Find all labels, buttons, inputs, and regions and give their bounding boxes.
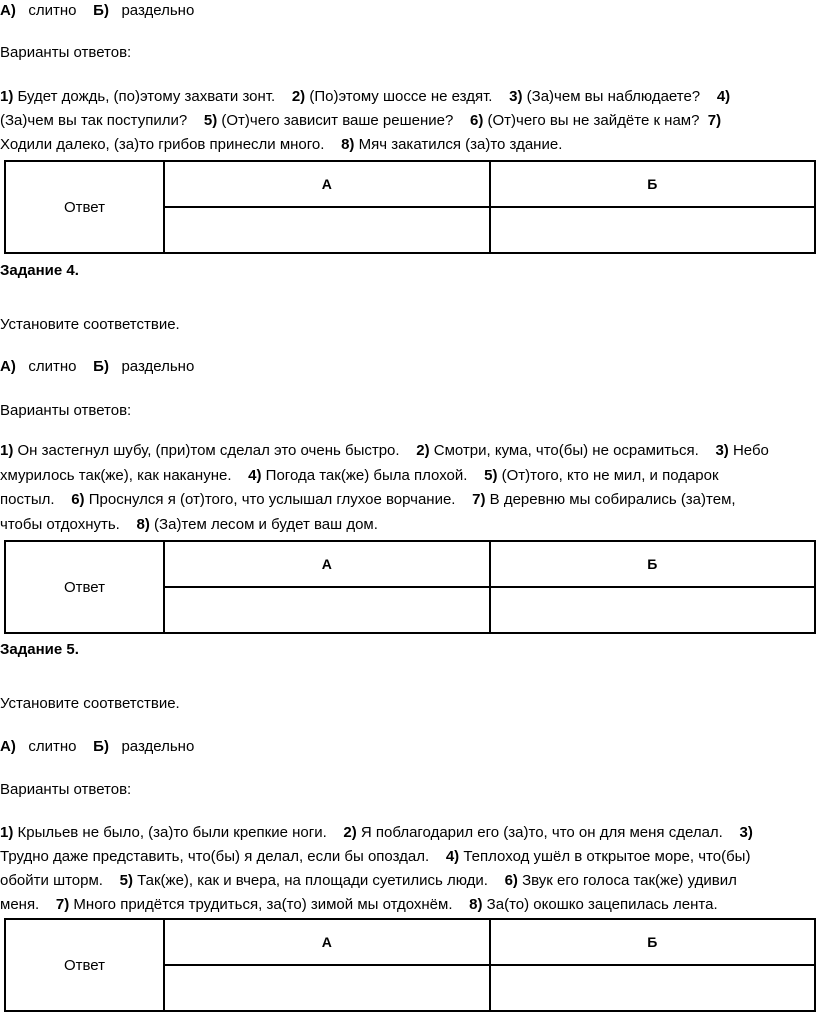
- column-a-header: А: [164, 541, 490, 587]
- variants-line: [0, 136, 562, 154]
- variants-label: Варианты ответов:: [0, 402, 132, 419]
- item-text: (За)чем вы так поступили?: [0, 112, 204, 129]
- variants-line: [0, 848, 750, 866]
- item-text: Ходили далеко, (за)то грибов принесли много.: [0, 136, 342, 153]
- item-text: Он застегнул шубу, (при)том сделал это очень быстро.: [13, 442, 417, 459]
- option-a-text: слитно: [28, 358, 77, 375]
- answer-cell-b[interactable]: [490, 207, 816, 253]
- option-a-key: А): [0, 358, 16, 375]
- item-text: Так(же), как и вчера, на площади суетились люди.: [133, 872, 505, 889]
- item-text: Будет дождь, (по)этому захвати зонт.: [13, 88, 292, 105]
- option-a-key: А): [0, 738, 16, 755]
- column-b-header: Б: [490, 161, 816, 207]
- item-text: За(то) окошко зацепилась лента.: [482, 896, 718, 913]
- item-number: 1): [0, 88, 14, 105]
- item-text: постыл.: [0, 491, 72, 508]
- column-a-header: А: [164, 919, 490, 965]
- item-text: (От)чего вы не зайдёте к нам?: [483, 112, 708, 129]
- option-a-text: слитно: [28, 738, 77, 755]
- variants-line: [0, 516, 378, 534]
- variants-line: [0, 896, 718, 914]
- option-b-text: раздельно: [121, 738, 195, 755]
- item-text: Мяч закатился (за)то здание.: [354, 136, 563, 153]
- item-number: 4): [445, 848, 460, 865]
- item-number: 2): [291, 88, 306, 105]
- item-text: Небо: [728, 442, 769, 459]
- variants-line: [0, 872, 737, 890]
- item-text: хмурилось так(же), как накануне.: [0, 467, 249, 484]
- item-number: 5): [119, 872, 133, 889]
- item-text: (От)того, кто не мил, и подарок: [497, 467, 719, 484]
- variants-label: Варианты ответов:: [0, 44, 132, 61]
- options-line: [0, 738, 194, 756]
- variants-line: [0, 442, 769, 460]
- task-instruction: Установите соответствие.: [0, 695, 180, 712]
- answer-table: [4, 160, 816, 254]
- answer-table: [4, 918, 816, 1012]
- item-number: 8): [341, 136, 355, 153]
- item-text: Теплоход ушёл в открытое море, что(бы): [459, 848, 751, 865]
- task-title: Задание 5.: [0, 641, 79, 658]
- options-line: [0, 358, 194, 376]
- item-text: Погода так(же) была плохой.: [261, 467, 485, 484]
- item-number: 1): [0, 824, 14, 841]
- item-number: 7): [707, 112, 722, 129]
- variants-line: [0, 112, 721, 130]
- item-number: 7): [55, 896, 70, 913]
- item-number: 2): [416, 442, 430, 459]
- variants-line: [0, 88, 730, 106]
- item-text: Крыльев не было, (за)то были крепкие ноги.: [13, 824, 344, 841]
- option-b-key: Б): [93, 358, 109, 375]
- option-b-key: Б): [93, 738, 109, 755]
- item-number: 6): [504, 872, 518, 889]
- task-title: Задание 4.: [0, 262, 79, 279]
- item-text: Я поблагодарил его (за)то, что он для меня сделал.: [356, 824, 740, 841]
- column-b-header: Б: [490, 919, 816, 965]
- item-number: 2): [343, 824, 357, 841]
- option-b-text: раздельно: [121, 358, 195, 375]
- item-text: Проснулся я (от)того, что услышал глухое ворчание.: [84, 491, 473, 508]
- variants-label: Варианты ответов:: [0, 781, 132, 798]
- item-number: 5): [203, 112, 218, 129]
- item-text: чтобы отдохнуть.: [0, 516, 137, 533]
- item-number: 6): [469, 112, 484, 129]
- variants-line: [0, 467, 719, 485]
- item-number: 8): [469, 896, 483, 913]
- answer-table: [4, 540, 816, 634]
- task-instruction: Установите соответствие.: [0, 316, 180, 333]
- answer-label: Ответ: [5, 541, 164, 633]
- item-number: 7): [472, 491, 486, 508]
- variants-line: [0, 491, 736, 509]
- item-number: 3): [509, 88, 523, 105]
- answer-cell-b[interactable]: [490, 965, 816, 1011]
- item-number: 1): [0, 442, 14, 459]
- answer-label: Ответ: [5, 161, 164, 253]
- answer-cell-a[interactable]: [164, 587, 490, 633]
- variants-line: [0, 824, 753, 842]
- item-text: (По)этому шоссе не ездят.: [305, 88, 510, 105]
- column-b-header: Б: [490, 541, 816, 587]
- column-a-header: А: [164, 161, 490, 207]
- item-text: (От)чего зависит ваше решение?: [217, 112, 470, 129]
- answer-label: Ответ: [5, 919, 164, 1011]
- item-number: 4): [716, 88, 731, 105]
- item-number: 8): [136, 516, 150, 533]
- option-b-text: раздельно: [121, 2, 195, 19]
- item-text: Звук его голоса так(же) удивил: [517, 872, 737, 889]
- options-line: [0, 2, 194, 20]
- answer-cell-b[interactable]: [490, 587, 816, 633]
- item-number: 3): [739, 824, 753, 841]
- item-text: меня.: [0, 896, 56, 913]
- answer-cell-a[interactable]: [164, 207, 490, 253]
- option-a-text: слитно: [28, 2, 77, 19]
- item-text: В деревню мы собирались (за)тем,: [485, 491, 736, 508]
- item-number: 6): [71, 491, 85, 508]
- item-text: обойти шторм.: [0, 872, 120, 889]
- option-a-key: А): [0, 2, 16, 19]
- item-number: 3): [715, 442, 729, 459]
- item-number: 4): [248, 467, 262, 484]
- item-text: Смотри, кума, что(бы) не осрамиться.: [429, 442, 716, 459]
- option-b-key: Б): [93, 2, 109, 19]
- answer-cell-a[interactable]: [164, 965, 490, 1011]
- item-text: Трудно даже представить, что(бы) я делал, если бы опоздал.: [0, 848, 446, 865]
- item-text: (За)чем вы наблюдаете?: [522, 88, 717, 105]
- item-text: (За)тем лесом и будет ваш дом.: [149, 516, 378, 533]
- item-text: Много придётся трудиться, за(то) зимой мы отдохнём.: [69, 896, 470, 913]
- item-number: 5): [484, 467, 498, 484]
